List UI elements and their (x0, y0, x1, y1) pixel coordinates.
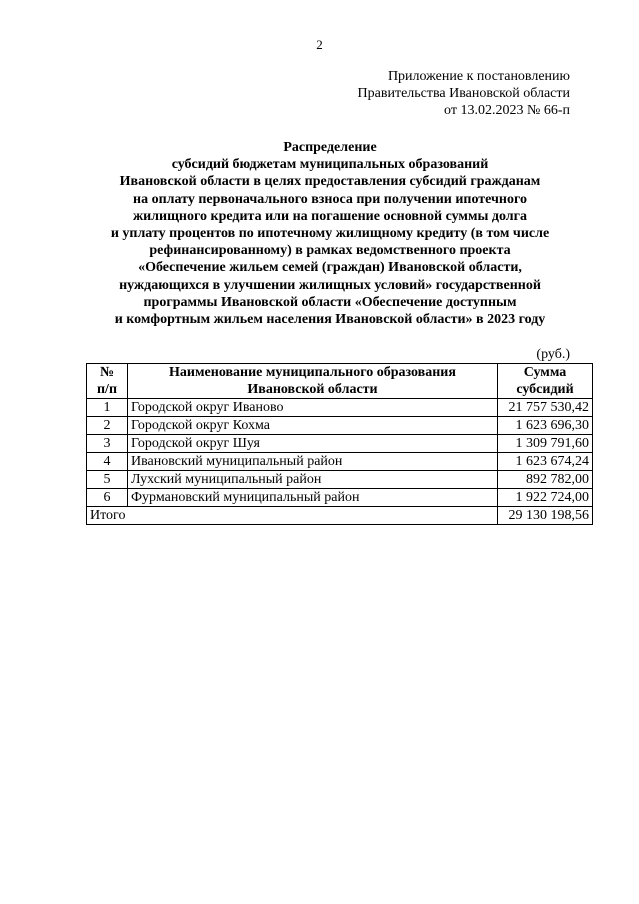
table-row (87, 417, 593, 435)
row-number: 2 (87, 417, 128, 435)
total-row (87, 507, 593, 525)
row-sum: 1 623 674,24 (498, 453, 593, 471)
row-number: 4 (87, 453, 128, 471)
table-row (87, 489, 593, 507)
table-row (87, 471, 593, 489)
title-line: и уплату процентов по ипотечному жилищному кредиту (в том числе (110, 226, 550, 242)
distribution-table (86, 363, 593, 525)
title-line: Распределение (283, 140, 377, 155)
row-name: Городской округ Шуя (128, 435, 498, 453)
header-name (128, 364, 498, 399)
header-number-line1: № (99, 365, 115, 380)
appendix-header (358, 68, 570, 119)
title-line: Ивановской области в целях предоставления субсидий гражданам (119, 174, 541, 190)
title-line: жилищного кредита или на погашение основной суммы долга (132, 208, 528, 224)
row-name: Городской округ Кохма (128, 417, 498, 435)
row-number: 6 (87, 489, 128, 507)
title-line: нуждающихся в улучшении жилищных условий» государственной (119, 277, 541, 293)
header-name-line1: Наименование муниципального образования (169, 365, 456, 380)
document-title (80, 139, 580, 328)
total-sum: 29 130 198,56 (498, 507, 593, 525)
title-line: «Обеспечение жильем семей (граждан) Ивановской области, (138, 260, 522, 276)
row-name: Фурмановский муниципальный район (128, 489, 498, 507)
row-sum: 1 309 791,60 (498, 435, 593, 453)
header-name-line2: Ивановской области (247, 382, 378, 397)
currency-unit: (руб.) (536, 347, 570, 362)
title-line: на оплату первоначального взноса при получении ипотечного (133, 191, 527, 207)
header-sum-line1: Сумма (523, 365, 567, 380)
table-header-row (87, 364, 593, 399)
row-number: 1 (87, 399, 128, 417)
row-number: 5 (87, 471, 128, 489)
row-sum: 892 782,00 (498, 471, 593, 489)
row-sum: 1 623 696,30 (498, 417, 593, 435)
header-number-line2: п/п (96, 382, 118, 397)
title-line: рефинансированному) в рамках ведомственного проекта (149, 243, 511, 259)
appendix-line: Правительства Ивановской области (357, 86, 570, 101)
header-number (87, 364, 128, 399)
row-number: 3 (87, 435, 128, 453)
title-line: и комфортным жильем населения Ивановской области» в 2023 году (114, 312, 546, 328)
appendix-line: от 13.02.2023 № 66-п (444, 103, 570, 118)
row-sum: 21 757 530,42 (498, 399, 593, 417)
table-row (87, 435, 593, 453)
page-number: 2 (316, 37, 323, 52)
table-row (87, 399, 593, 417)
row-name: Ивановский муниципальный район (128, 453, 498, 471)
table-row (87, 453, 593, 471)
header-sum (498, 364, 593, 399)
appendix-line: Приложение к постановлению (387, 69, 570, 84)
title-line: программы Ивановской области «Обеспечение доступным (143, 294, 517, 310)
title-line: субсидий бюджетам муниципальных образований (171, 157, 489, 173)
header-sum-line2: субсидий (516, 382, 574, 397)
row-sum: 1 922 724,00 (498, 489, 593, 507)
row-name: Лухский муниципальный район (128, 471, 498, 489)
row-name: Городской округ Иваново (128, 399, 498, 417)
total-label: Итого (87, 507, 498, 525)
